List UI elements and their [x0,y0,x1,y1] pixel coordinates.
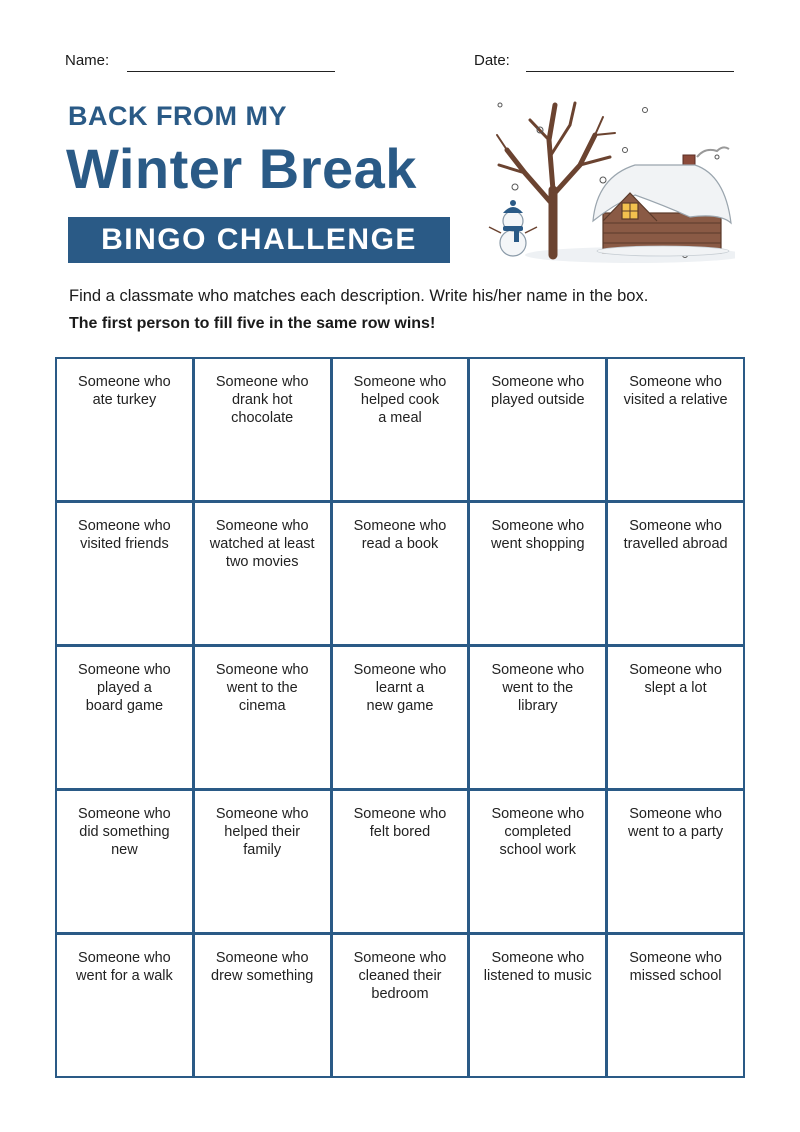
bingo-cell[interactable]: Someone who felt bored [333,791,468,932]
bingo-banner: BINGO CHALLENGE [68,217,450,263]
snowy-cabin-icon [593,147,731,256]
bingo-cell[interactable]: Someone who slept a lot [608,647,743,788]
instructions-text: Find a classmate who matches each description. Write his/her name in the box. [69,287,649,305]
name-field[interactable] [127,71,335,72]
bingo-cell[interactable]: Someone who went to the library [470,647,605,788]
bingo-cell[interactable]: Someone who completed school work [470,791,605,932]
winter-illustration [485,95,735,270]
title-line-1: BACK FROM MY [68,101,287,131]
date-field[interactable] [526,71,734,72]
instructions-rule: The first person to fill five in the same row wins! [69,315,436,332]
title-line-2: Winter Break [66,137,417,200]
bingo-cell[interactable]: Someone who listened to music [470,935,605,1076]
bingo-cell[interactable]: Someone who did something new [57,791,192,932]
bingo-cell[interactable]: Someone who drew something [195,935,330,1076]
bingo-cell[interactable]: Someone who visited friends [57,503,192,644]
bingo-cell[interactable]: Someone who learnt a new game [333,647,468,788]
bingo-cell[interactable]: Someone who missed school [608,935,743,1076]
bingo-cell[interactable]: Someone who read a book [333,503,468,644]
bingo-cell[interactable]: Someone who helped their family [195,791,330,932]
bingo-grid [55,357,745,1078]
bingo-cell[interactable]: Someone who went to the cinema [195,647,330,788]
name-label: Name: [65,52,110,69]
bingo-cell[interactable]: Someone who went shopping [470,503,605,644]
bingo-cell[interactable]: Someone who played a board game [57,647,192,788]
bingo-cell[interactable]: Someone who went to a party [608,791,743,932]
bingo-cell[interactable]: Someone who visited a relative [608,359,743,500]
bingo-cell[interactable]: Someone who travelled abroad [608,503,743,644]
bingo-cell[interactable]: Someone who ate turkey [57,359,192,500]
bingo-cell[interactable]: Someone who went for a walk [57,935,192,1076]
date-label: Date: [474,52,510,69]
bingo-cell[interactable]: Someone who helped cook a meal [333,359,468,500]
bingo-cell[interactable]: Someone who watched at least two movies [195,503,330,644]
bingo-cell[interactable]: Someone who played outside [470,359,605,500]
bingo-cell[interactable]: Someone who cleaned their bedroom [333,935,468,1076]
snowman-icon [489,200,537,256]
bingo-cell[interactable]: Someone who drank hot chocolate [195,359,330,500]
